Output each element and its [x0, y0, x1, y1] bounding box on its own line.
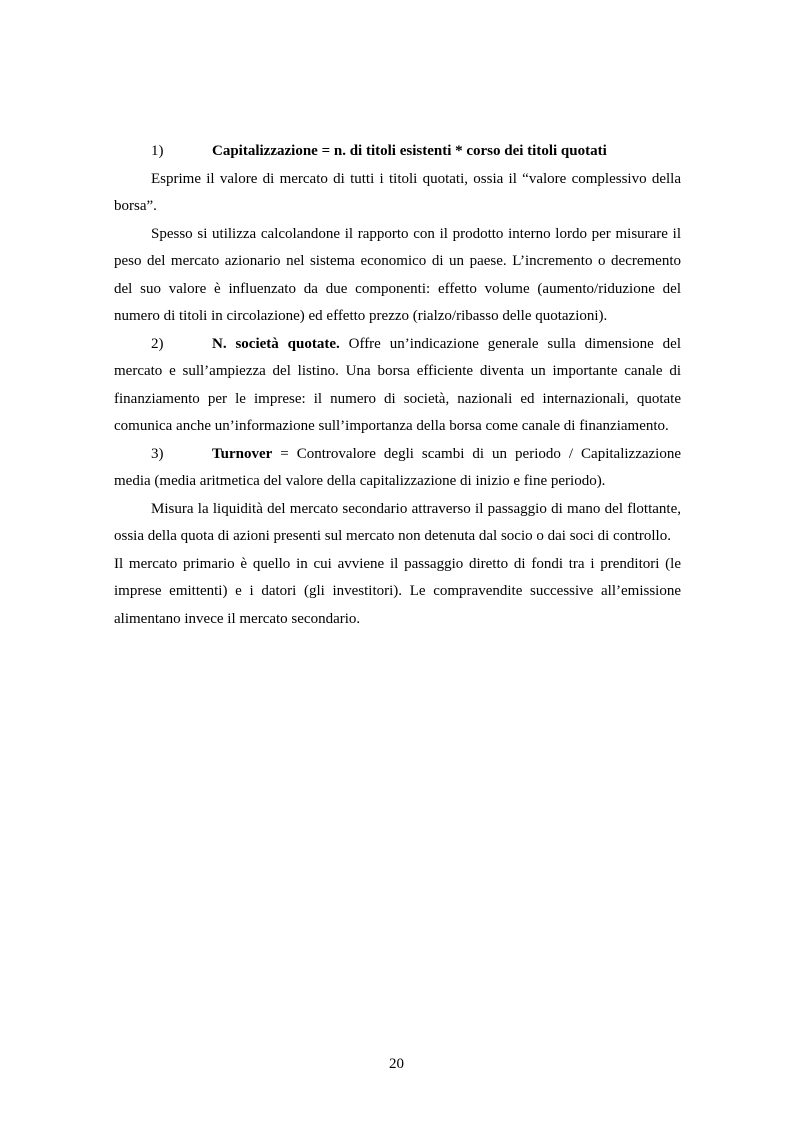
- item-text: = Controvalore degli scambi di un periodo / Capitalizzazione media (media aritmetica del valore della capitalizzazione di inizio e fine periodo).: [114, 445, 681, 489]
- term-heading: Capitalizzazione = n. di titoli esistenti * corso dei titoli quotati: [212, 143, 607, 159]
- list-number: 1): [151, 143, 164, 159]
- paragraph: Misura la liquidità del mercato secondario attraverso il passaggio di mano del flottante, ossia della quota di azioni presenti sul mercato non detenuta dal socio o dai soci di controllo.: [114, 500, 681, 544]
- paragraph: Esprime il valore di mercato di tutti i titoli quotati, ossia il “valore complessivo della borsa”.: [114, 170, 681, 214]
- page-number: 20: [389, 1056, 404, 1072]
- list-number: 3): [151, 445, 164, 462]
- term-heading: Turnover: [212, 445, 273, 462]
- list-number: 2): [151, 335, 164, 352]
- item-text: Offre un’indicazione generale sulla dimensione del mercato e sull’ampiezza del listino. Una borsa efficiente diventa un importante canale di finanziamento per le imprese: il numero di società, nazionali ed internazionali, quotate comunica anche un’informazione sull’importanza della borsa come canale di finanziamento.: [114, 335, 681, 434]
- paragraph: Il mercato primario è quello in cui avviene il passaggio diretto di fondi tra i prenditori (le imprese emittenti) e i datori (gli investitori). Le compravendite successive all’emissione alimentano invece il mercato secondario.: [114, 555, 681, 627]
- list-item-societa-quotate: [114, 331, 681, 441]
- paragraph: Spesso si utilizza calcolandone il rapporto con il prodotto interno lordo per misurare il peso del mercato azionario nel sistema economico di un paese. L’incremento o decremento del suo valore è influenzato da due componenti: effetto volume (aumento/riduzione del numero di titoli in circolazione) ed effetto prezzo (rialzo/ribasso delle quotazioni).: [114, 225, 681, 324]
- list-item-capitalizzazione: [114, 138, 681, 166]
- document-body: [114, 138, 681, 633]
- list-item-turnover: [114, 441, 681, 496]
- term-heading: N. società quotate.: [212, 335, 340, 352]
